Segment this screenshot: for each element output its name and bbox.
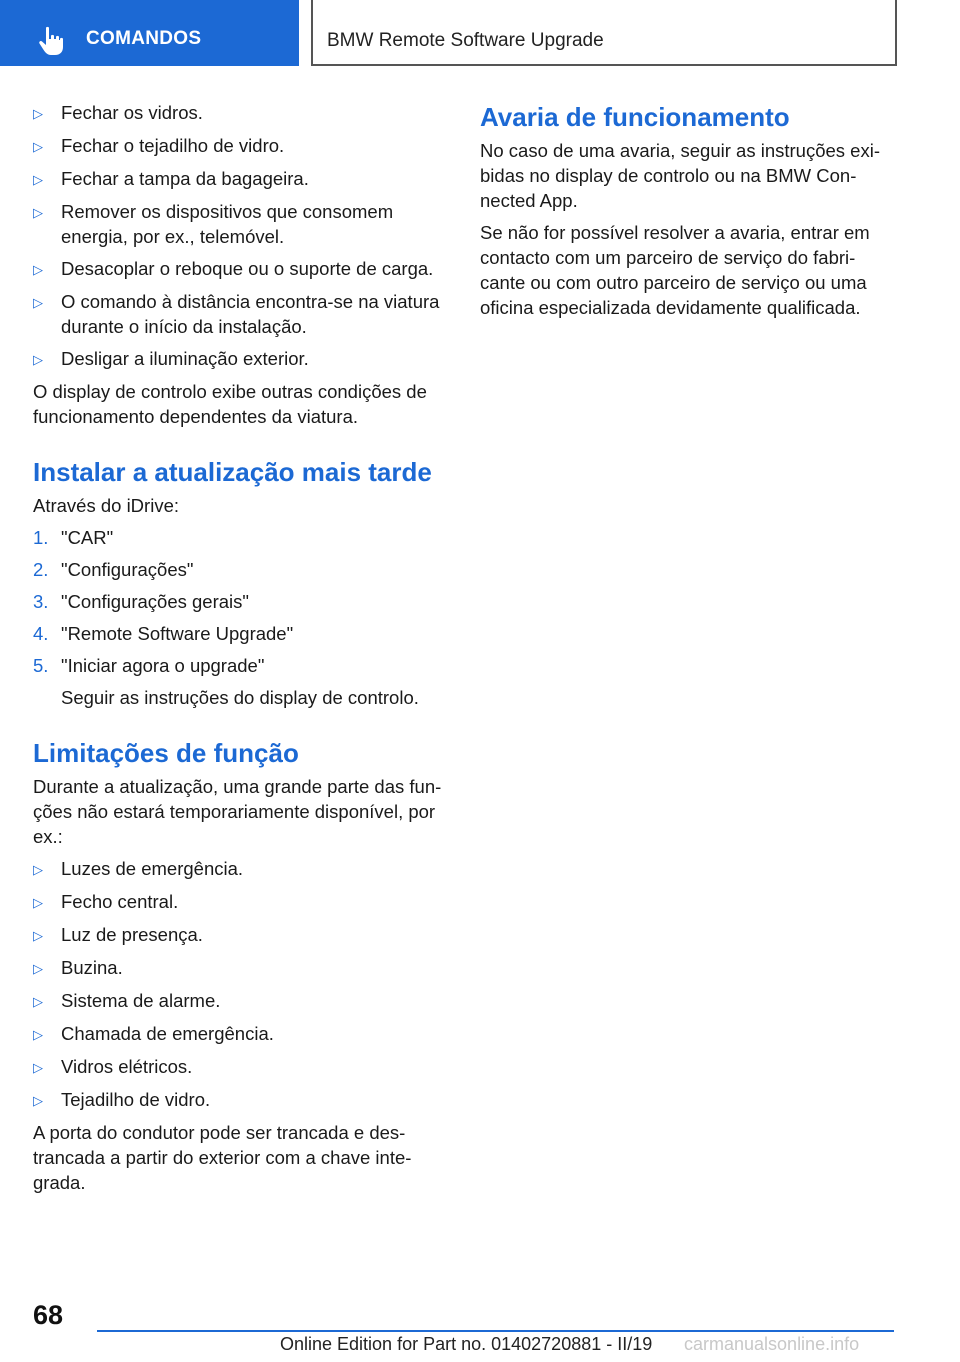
prerequisite-list [33, 100, 448, 372]
paragraph: A porta do condutor pode ser trancada e destrancada a partir do exterior com a chave integrada. [33, 1122, 412, 1193]
hand-pointer-icon [38, 26, 66, 56]
bullet-triangle-icon: ▷ [33, 205, 43, 220]
list-item: ▷ Buzina. [33, 955, 448, 981]
section-heading-malfunction: Avaria de funcionamento [480, 102, 790, 132]
bullet-triangle-icon: ▷ [33, 295, 43, 310]
paragraph: No caso de uma avaria, seguir as instruções exibidas no display de controlo ou na BMW Connected App. [480, 140, 881, 211]
section-heading-install-later: Instalar a atualização mais tarde [33, 457, 432, 487]
bullet-triangle-icon: ▷ [33, 994, 43, 1009]
list-item: ▷ Fechar a tampa da bagageira. [33, 166, 448, 192]
list-item: ▷ Fecho central. [33, 889, 448, 915]
list-item: ▷ Vidros elétricos. [33, 1054, 448, 1080]
list-item: ▷ Remover os dispositivos que consomem energia, por ex., telemóvel. [33, 201, 394, 247]
chapter-header [311, 0, 897, 66]
list-item: ▷ Chamada de emergência. [33, 1021, 448, 1047]
paragraph: Através do iDrive: [33, 495, 179, 516]
edition-note: Online Edition for Part no. 01402720881 - II/19 [280, 1334, 653, 1354]
list-item: ▷ O comando à distância encontra-se na viatura durante o início da instalação. [33, 291, 440, 337]
bullet-triangle-icon: ▷ [33, 172, 43, 187]
step-note: Seguir as instruções do display de controlo. [61, 687, 419, 708]
step-item: 5. "Iniciar agora o upgrade" [33, 655, 265, 676]
bullet-triangle-icon: ▷ [33, 1060, 43, 1075]
list-item: ▷ Desligar a iluminação exterior. [33, 346, 448, 372]
step-item: 2. "Configurações" [33, 559, 194, 580]
list-item: ▷ Tejadilho de vidro. [33, 1087, 448, 1113]
bullet-triangle-icon: ▷ [33, 106, 43, 121]
paragraph: Durante a atualização, uma grande parte das funções não estará temporariamente disponível, por ex.: [33, 776, 442, 847]
limitations-list [33, 856, 448, 1113]
steps-list [33, 525, 448, 678]
page-number: 68 [33, 1300, 64, 1330]
bullet-triangle-icon: ▷ [33, 1027, 43, 1042]
section-tab-label: COMANDOS [86, 28, 202, 49]
bullet-triangle-icon: ▷ [33, 961, 43, 976]
list-item: ▷ Fechar os vidros. [33, 100, 448, 126]
list-item: ▷ Sistema de alarme. [33, 988, 448, 1014]
list-item: ▷ Luz de presença. [33, 922, 448, 948]
bullet-triangle-icon: ▷ [33, 928, 43, 943]
section-tab [0, 0, 299, 66]
paragraph: O display de controlo exibe outras condições de funcionamento dependentes da viatura. [33, 381, 427, 427]
bullet-triangle-icon: ▷ [33, 262, 43, 277]
list-item: ▷ Fechar o tejadilho de vidro. [33, 133, 448, 159]
section-heading-limitations: Limitações de função [33, 738, 299, 768]
step-item: 3. "Configurações gerais" [33, 591, 249, 612]
step-item: 4. "Remote Software Upgrade" [33, 623, 294, 644]
bullet-triangle-icon: ▷ [33, 895, 43, 910]
right-column [480, 100, 890, 327]
bullet-triangle-icon: ▷ [33, 139, 43, 154]
paragraph: Se não for possível resolver a avaria, entrar em contacto com um parceiro de serviço do fabricante ou com outro parceiro de serviço ou uma oficina especializada devidamente qualificada. [480, 222, 870, 318]
step-item: 1. "CAR" [33, 527, 114, 548]
bullet-triangle-icon: ▷ [33, 1093, 43, 1108]
list-item: ▷ Desacoplar o reboque ou o suporte de carga. [33, 256, 448, 282]
list-item: ▷ Luzes de emergência. [33, 856, 448, 882]
chapter-title: BMW Remote Software Upgrade [327, 30, 604, 51]
footer-divider [97, 1330, 894, 1332]
watermark: carmanualsonline.info [684, 1334, 860, 1354]
bullet-triangle-icon: ▷ [33, 352, 43, 367]
left-column [33, 100, 448, 1202]
bullet-triangle-icon: ▷ [33, 862, 43, 877]
